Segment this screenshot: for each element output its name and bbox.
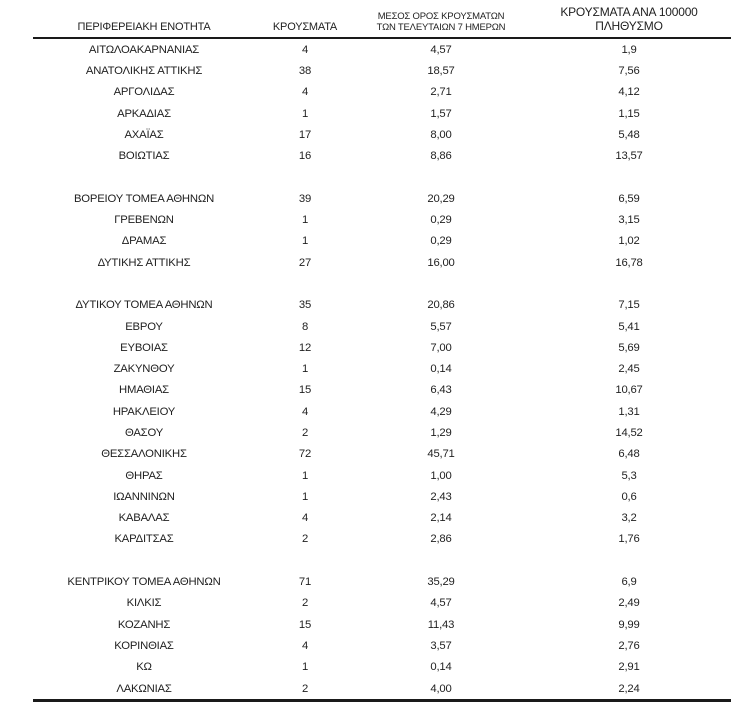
cell-region: ΕΒΡΟΥ	[125, 320, 163, 333]
cell-per100k: 1,02	[618, 235, 640, 248]
cell-region: ΓΡΕΒΕΝΩΝ	[114, 214, 174, 227]
cell-avg7: 4,29	[430, 405, 452, 418]
cell-region: ΘΕΣΣΑΛΟΝΙΚΗΣ	[101, 448, 187, 461]
table-row	[33, 422, 731, 443]
table-row	[33, 103, 731, 124]
cell-avg7: 2,86	[430, 533, 452, 546]
cell-per100k: 7,56	[618, 64, 640, 77]
table-row	[33, 593, 731, 614]
cell-avg7: 4,00	[430, 682, 452, 695]
table-row	[33, 82, 731, 103]
cell-cases: 2	[301, 533, 309, 546]
cell-region: ΛΑΚΩΝΙΑΣ	[116, 682, 172, 695]
header-row	[33, 6, 731, 38]
cell-region: ΚΑΡΔΙΤΣΑΣ	[114, 533, 174, 546]
cell-avg7: 2,71	[430, 86, 452, 99]
cell-cases: 1	[301, 214, 309, 227]
spacer-row	[33, 550, 731, 571]
cell-cases: 72	[298, 448, 312, 461]
cell-cases: 38	[298, 64, 312, 77]
cell-per100k: 0,6	[621, 490, 637, 503]
table-row	[33, 380, 731, 401]
cell-avg7: 1,00	[430, 469, 452, 482]
table-row	[33, 657, 731, 678]
cell-per100k: 5,41	[618, 320, 640, 333]
table-row	[33, 231, 731, 252]
table-row	[33, 358, 731, 379]
table-row	[33, 145, 731, 166]
cell-per100k: 16,78	[615, 256, 643, 269]
column-header-per100k: ΚΡΟΥΣΜΑΤΑ ΑΝΑ 100000 ΠΛΗΘΥΣΜΟ	[527, 6, 731, 38]
spacer-row	[33, 167, 731, 188]
cell-avg7: 1,57	[430, 107, 452, 120]
cell-per100k: 13,57	[615, 150, 643, 163]
table-row	[33, 316, 731, 337]
cell-cases: 35	[298, 299, 312, 312]
cell-avg7: 16,00	[427, 256, 455, 269]
cell-cases: 1	[301, 363, 309, 376]
cell-cases: 15	[298, 618, 312, 631]
table-row	[33, 337, 731, 358]
cell-cases: 39	[298, 192, 312, 205]
cell-cases: 4	[301, 86, 309, 99]
cell-avg7: 3,57	[430, 639, 452, 652]
cell-region: ΚΟΖΑΝΗΣ	[117, 618, 171, 631]
cell-per100k: 1,15	[618, 107, 640, 120]
column-header-region: ΠΕΡΙΦΕΡΕΙΑΚΗ ΕΝΟΤΗΤΑ	[33, 6, 255, 38]
cell-cases: 4	[301, 639, 309, 652]
cell-per100k: 5,3	[621, 469, 637, 482]
cell-cases: 4	[301, 405, 309, 418]
cell-cases: 71	[298, 576, 312, 589]
cell-avg7: 7,00	[430, 341, 452, 354]
cell-cases: 1	[301, 107, 309, 120]
cell-per100k: 6,9	[621, 576, 637, 589]
table-row	[33, 571, 731, 592]
cell-cases: 15	[298, 384, 312, 397]
cell-region: ΑΝΑΤΟΛΙΚΗΣ ΑΤΤΙΚΗΣ	[85, 64, 203, 77]
table-row	[33, 529, 731, 550]
spacer-cell	[33, 550, 731, 571]
cell-per100k: 6,59	[618, 192, 640, 205]
table-row	[33, 486, 731, 507]
table-row	[33, 401, 731, 422]
cell-per100k: 1,76	[618, 533, 640, 546]
cell-avg7: 4,57	[430, 597, 452, 610]
cell-avg7: 2,43	[430, 490, 452, 503]
cell-avg7: 20,29	[427, 192, 455, 205]
cell-avg7: 0,29	[430, 235, 452, 248]
column-header-avg7: ΜΕΣΟΣ ΟΡΟΣ ΚΡΟΥΣΜΑΤΩΝ ΤΩΝ ΤΕΛΕΥΤΑΙΩΝ 7 ΗΜΕΡΩΝ	[355, 6, 527, 38]
cell-region: ΚΕΝΤΡΙΚΟΥ ΤΟΜΕΑ ΑΘΗΝΩΝ	[67, 576, 221, 589]
table-row	[33, 188, 731, 209]
cell-per100k: 4,12	[618, 86, 640, 99]
cell-per100k: 1,9	[621, 43, 637, 56]
table-row	[33, 444, 731, 465]
cell-per100k: 5,69	[618, 341, 640, 354]
cell-cases: 8	[301, 320, 309, 333]
cases-table	[33, 6, 731, 702]
cell-avg7: 6,43	[430, 384, 452, 397]
cell-cases: 4	[301, 512, 309, 525]
spacer-row	[33, 273, 731, 294]
table-row	[33, 60, 731, 81]
cell-avg7: 20,86	[427, 299, 455, 312]
cell-per100k: 9,99	[618, 618, 640, 631]
cell-avg7: 0,14	[430, 363, 452, 376]
cell-cases: 4	[301, 43, 309, 56]
cell-region: ΗΜΑΘΙΑΣ	[119, 384, 169, 397]
table-row	[33, 508, 731, 529]
table-row	[33, 614, 731, 635]
table-row	[33, 295, 731, 316]
table-row	[33, 209, 731, 230]
cell-avg7: 0,14	[430, 661, 452, 674]
cell-avg7: 8,86	[430, 150, 452, 163]
table-row	[33, 38, 731, 60]
cell-region: ΑΡΓΟΛΙΔΑΣ	[113, 86, 175, 99]
cell-region: ΘΗΡΑΣ	[125, 469, 163, 482]
spacer-cell	[33, 273, 731, 294]
cell-cases: 27	[298, 256, 312, 269]
cell-region: ΚΙΛΚΙΣ	[126, 597, 162, 610]
cell-region: ΙΩΑΝΝΙΝΩΝ	[113, 490, 175, 503]
cell-per100k: 3,15	[618, 214, 640, 227]
cell-cases: 16	[298, 150, 312, 163]
cell-per100k: 10,67	[615, 384, 643, 397]
cell-avg7: 5,57	[430, 320, 452, 333]
cell-cases: 17	[298, 128, 312, 141]
cell-cases: 1	[301, 661, 309, 674]
cell-region: ΗΡΑΚΛΕΙΟΥ	[112, 405, 176, 418]
table-row	[33, 124, 731, 145]
cell-cases: 1	[301, 469, 309, 482]
cell-per100k: 1,31	[618, 405, 640, 418]
cell-region: ΔΥΤΙΚΗΣ ΑΤΤΙΚΗΣ	[97, 256, 191, 269]
cell-per100k: 2,91	[618, 661, 640, 674]
cell-region: ΖΑΚΥΝΘΟΥ	[113, 363, 175, 376]
cell-region: ΚΑΒΑΛΑΣ	[118, 512, 170, 525]
cell-region: ΕΥΒΟΙΑΣ	[120, 341, 168, 354]
cell-cases: 2	[301, 682, 309, 695]
cell-per100k: 14,52	[615, 426, 643, 439]
cell-region: ΚΟΡΙΝΘΙΑΣ	[114, 639, 174, 652]
cell-avg7: 4,57	[430, 43, 452, 56]
cell-cases: 1	[301, 490, 309, 503]
cell-region: ΑΙΤΩΛΟΑΚΑΡΝΑΝΙΑΣ	[88, 43, 200, 56]
cell-per100k: 6,48	[618, 448, 640, 461]
cell-per100k: 2,76	[618, 639, 640, 652]
cell-region: ΑΡΚΑΔΙΑΣ	[117, 107, 171, 120]
cell-cases: 12	[298, 341, 312, 354]
cell-avg7: 1,29	[430, 426, 452, 439]
cell-cases: 1	[301, 235, 309, 248]
cell-per100k: 2,45	[618, 363, 640, 376]
cell-avg7: 0,29	[430, 214, 452, 227]
cell-per100k: 2,49	[618, 597, 640, 610]
cases-table-header	[33, 6, 731, 38]
cell-avg7: 8,00	[430, 128, 452, 141]
cases-table-body	[33, 38, 731, 701]
cell-avg7: 18,57	[427, 64, 455, 77]
cell-cases: 2	[301, 426, 309, 439]
cell-per100k: 5,48	[618, 128, 640, 141]
cell-region: ΑΧΑΪΑΣ	[124, 128, 164, 141]
cell-region: ΔΥΤΙΚΟΥ ΤΟΜΕΑ ΑΘΗΝΩΝ	[75, 299, 213, 312]
table-row	[33, 465, 731, 486]
table-row	[33, 678, 731, 701]
cell-region: ΘΑΣΟΥ	[124, 426, 164, 439]
cell-cases: 2	[301, 597, 309, 610]
table-row	[33, 635, 731, 656]
spacer-cell	[33, 167, 731, 188]
cell-avg7: 35,29	[427, 576, 455, 589]
cell-region: ΒΟΙΩΤΙΑΣ	[118, 150, 170, 163]
cell-avg7: 45,71	[427, 448, 455, 461]
cell-avg7: 2,14	[430, 512, 452, 525]
cell-per100k: 7,15	[618, 299, 640, 312]
cell-region: ΚΩ	[136, 661, 152, 674]
table-row	[33, 252, 731, 273]
cell-avg7: 11,43	[427, 618, 455, 631]
cell-per100k: 2,24	[618, 682, 640, 695]
cell-region: ΒΟΡΕΙΟΥ ΤΟΜΕΑ ΑΘΗΝΩΝ	[73, 192, 215, 205]
column-header-cases: ΚΡΟΥΣΜΑΤΑ	[255, 6, 355, 38]
cell-region: ΔΡΑΜΑΣ	[121, 235, 167, 248]
cell-per100k: 3,2	[621, 512, 637, 525]
